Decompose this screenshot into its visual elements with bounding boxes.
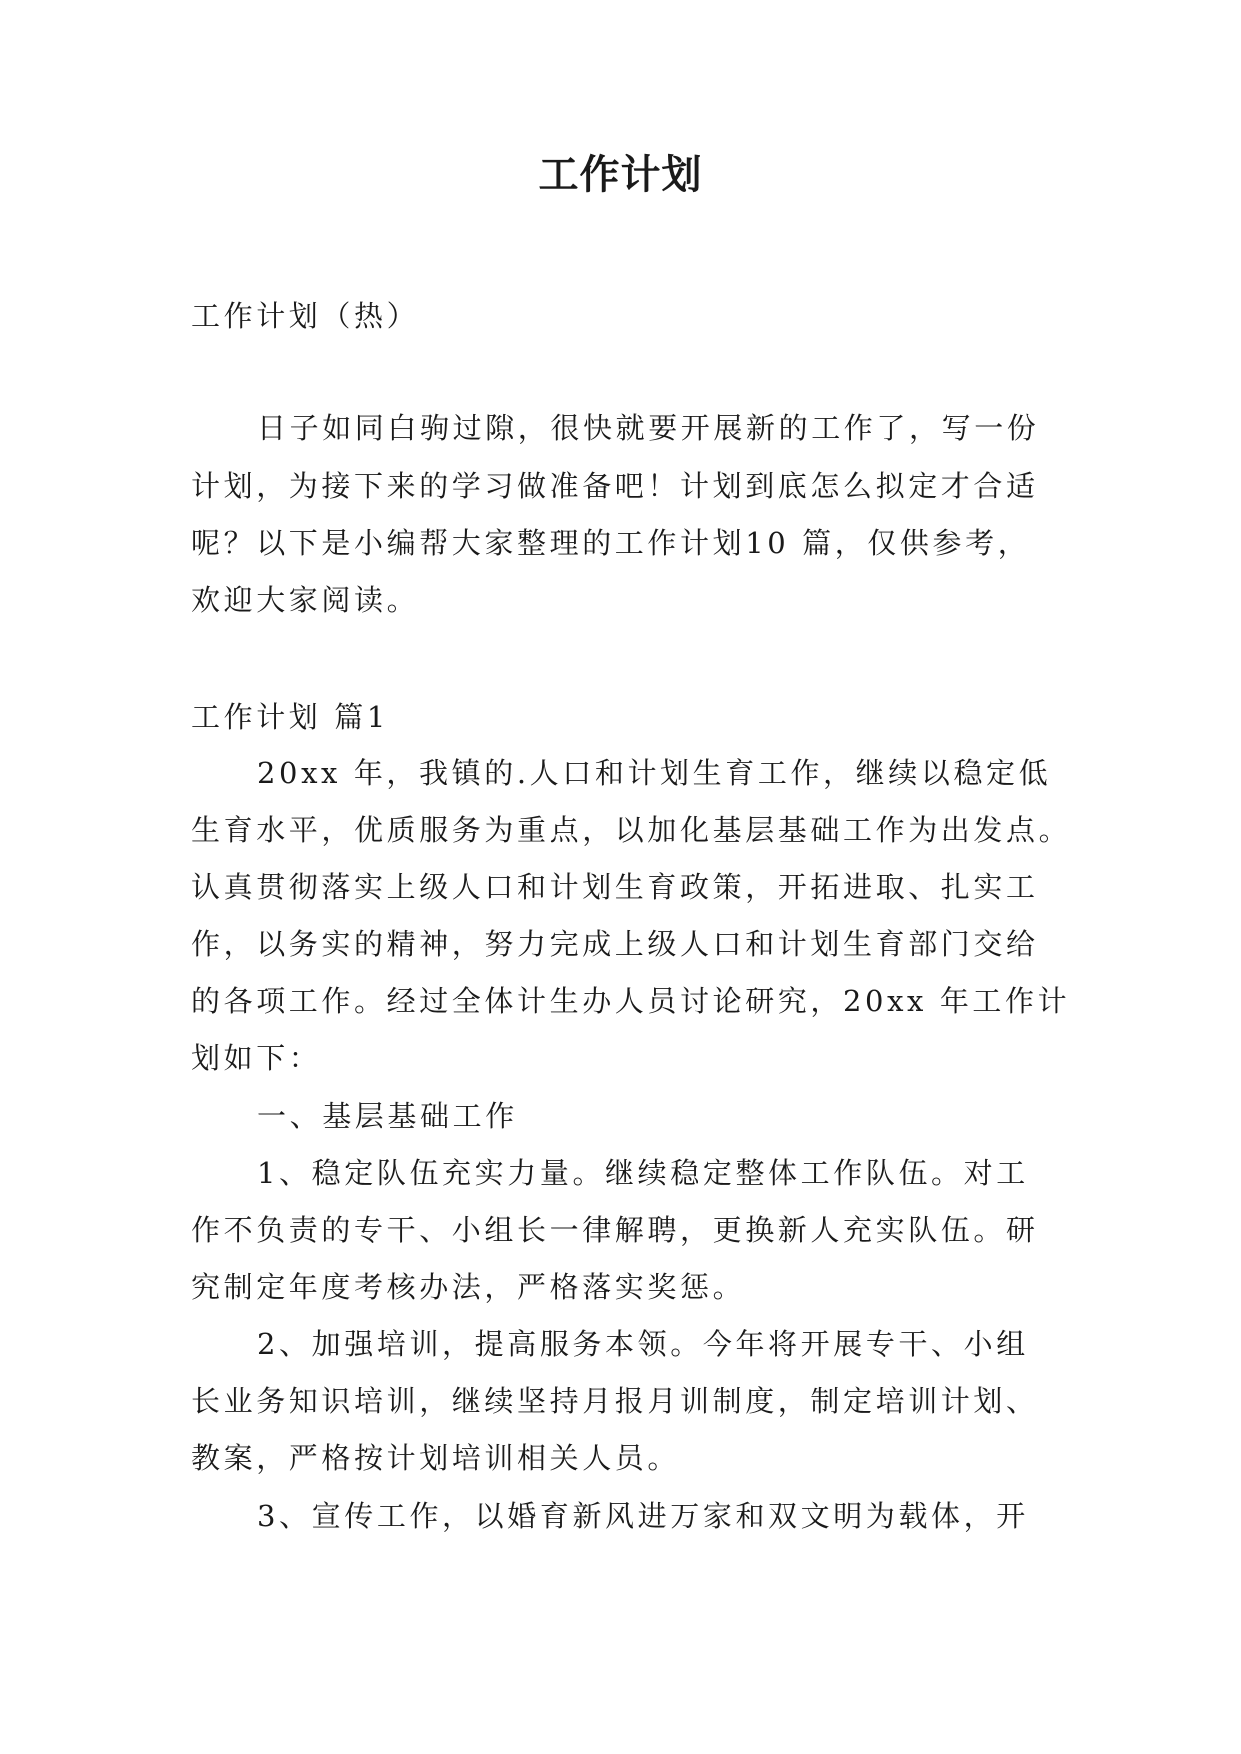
body-heading: 一、基层基础工作 — [257, 1099, 518, 1133]
body-line: 作，以务实的精神，努力完成上级人口和计划生育部门交给 — [191, 927, 1039, 961]
body-line: 划如下： — [191, 1041, 322, 1075]
subtitle: 工作计划（热） — [191, 299, 420, 333]
body-line: 作不负责的专干、小组长一律解聘，更换新人充实队伍。研 — [191, 1213, 1039, 1247]
body-line: 1、稳定队伍充实力量。继续稳定整体工作队伍。对工 — [257, 1156, 1029, 1190]
body-line: 认真贯彻落实上级人口和计划生育政策，开拓进取、扎实工 — [191, 870, 1039, 904]
intro-line: 计划，为接下来的学习做准备吧！计划到底怎么拟定才合适 — [191, 469, 1039, 503]
document-title: 工作计划 — [538, 152, 703, 198]
body-line: 长业务知识培训，继续坚持月报月训制度，制定培训计划、 — [191, 1384, 1039, 1418]
body-line: 的各项工作。经过全体计生办人员讨论研究，20xx 年工作计 — [191, 984, 1071, 1018]
intro-line: 欢迎大家阅读。 — [191, 583, 420, 617]
body-line: 20xx 年，我镇的.人口和计划生育工作，继续以稳定低 — [257, 756, 1052, 790]
body-line: 生育水平，优质服务为重点，以加化基层基础工作为出发点。 — [191, 813, 1072, 847]
body-line: 3、宣传工作，以婚育新风进万家和双文明为载体，开 — [257, 1499, 1029, 1533]
intro-line: 呢？以下是小编帮大家整理的工作计划10 篇，仅供参考， — [191, 526, 1031, 560]
body-line: 究制定年度考核办法，严格落实奖惩。 — [191, 1270, 746, 1304]
body-line: 教案，严格按计划培训相关人员。 — [191, 1441, 681, 1475]
body-line: 2、加强培训，提高服务本领。今年将开展专干、小组 — [257, 1327, 1029, 1361]
section-heading: 工作计划 篇1 — [191, 700, 389, 734]
intro-line: 日子如同白驹过隙，很快就要开展新的工作了，写一份 — [257, 411, 1040, 445]
